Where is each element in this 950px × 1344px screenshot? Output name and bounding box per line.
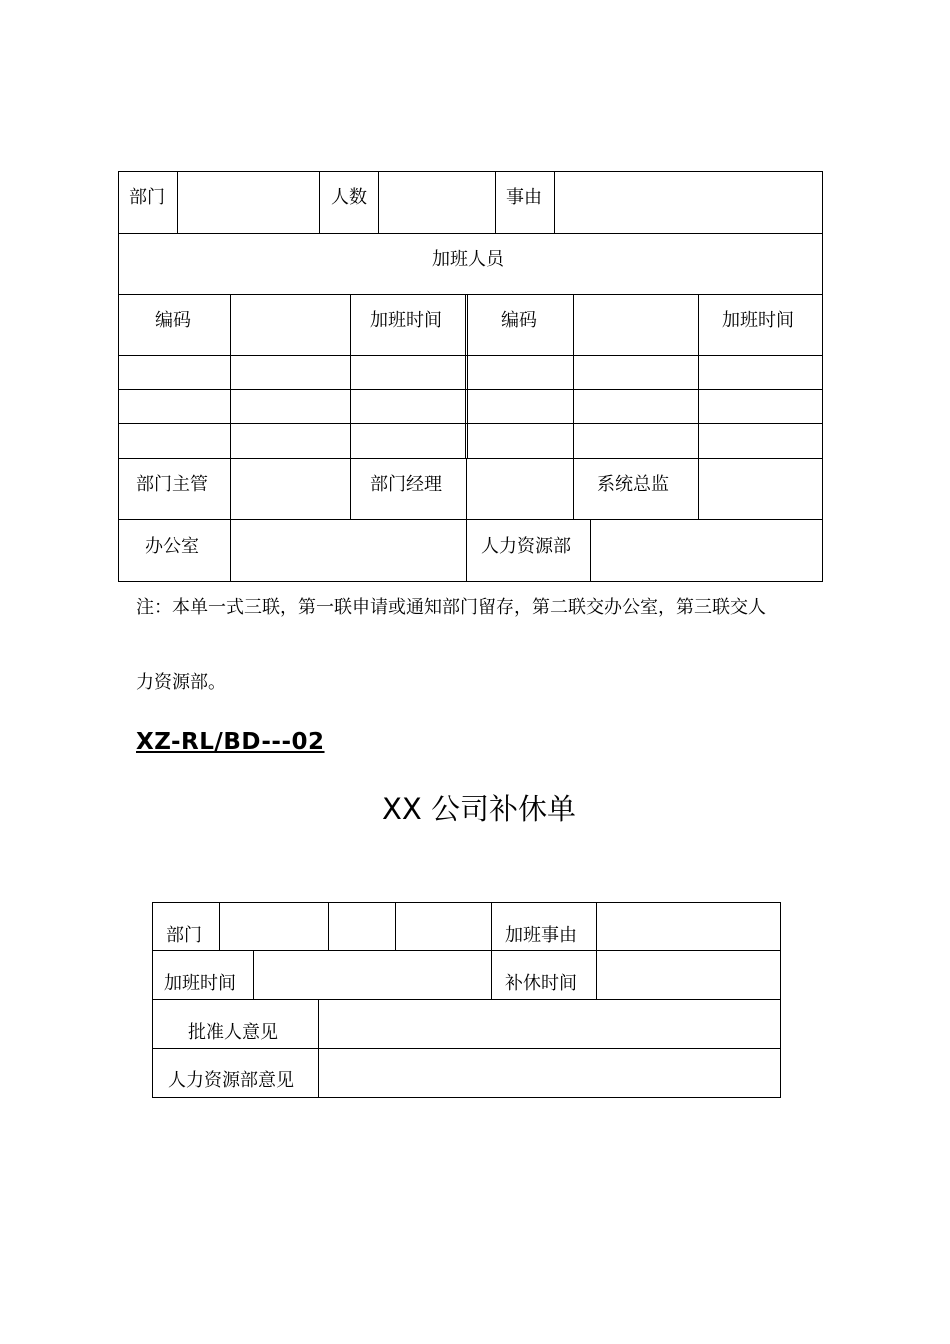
col-divider (465, 294, 466, 458)
col-divider (318, 999, 319, 1098)
label-dept: 部门 (129, 187, 165, 208)
col-divider (466, 458, 467, 582)
label-reason: 事由 (506, 187, 542, 208)
label-dept-supervisor: 部门主管 (136, 474, 208, 495)
col-divider (253, 950, 254, 999)
col-divider (596, 902, 597, 999)
col-divider (350, 294, 351, 519)
col-divider (230, 519, 231, 582)
col-divider (467, 294, 468, 458)
col-divider (495, 171, 496, 233)
label-overtime-time-2: 加班时间 (722, 310, 794, 331)
row-divider (118, 389, 823, 390)
label-system-director: 系统总监 (597, 474, 669, 495)
note-line-2: 力资源部。 (136, 672, 226, 693)
label-code-1: 编码 (155, 310, 191, 331)
row-divider (152, 1048, 781, 1049)
document-code: XZ-RL/BD---02 (136, 729, 325, 755)
label-code-2: 编码 (501, 310, 537, 331)
label-overtime-time-1: 加班时间 (370, 310, 442, 331)
row-divider (152, 999, 781, 1000)
label-dept-manager: 部门经理 (370, 474, 442, 495)
col-divider (491, 902, 492, 999)
label-overtime-time: 加班时间 (164, 973, 236, 994)
label-overtime-reason: 加班事由 (505, 925, 577, 946)
row-divider (152, 950, 781, 951)
col-divider (328, 902, 329, 950)
label-comp-time: 补休时间 (505, 973, 577, 994)
label-overtime-staff: 加班人员 (432, 249, 504, 270)
row-divider (118, 233, 823, 234)
col-divider (698, 294, 699, 519)
col-divider (219, 902, 220, 950)
row-divider (118, 519, 823, 520)
label-hr-opinion: 人力资源部意见 (168, 1070, 294, 1091)
label-hr-dept: 人力资源部 (481, 536, 571, 557)
comp-form-title: XX 公司补休单 (382, 792, 576, 826)
col-divider (319, 171, 320, 233)
note-line-1: 注：本单一式三联，第一联申请或通知部门留存，第二联交办公室，第三联交人 (136, 597, 766, 618)
col-divider (395, 902, 396, 950)
col-divider (378, 171, 379, 233)
col-divider (573, 294, 574, 519)
label-comp-dept: 部门 (166, 925, 202, 946)
row-divider (118, 458, 823, 459)
comp-table-border (152, 902, 781, 1098)
col-divider (177, 171, 178, 233)
label-approver-opinion: 批准人意见 (188, 1022, 278, 1043)
label-headcount: 人数 (331, 187, 367, 208)
row-divider (118, 355, 823, 356)
col-divider (554, 171, 555, 233)
col-divider (590, 519, 591, 582)
row-divider (118, 294, 823, 295)
label-office: 办公室 (145, 536, 199, 557)
row-divider (118, 423, 823, 424)
col-divider (230, 294, 231, 519)
